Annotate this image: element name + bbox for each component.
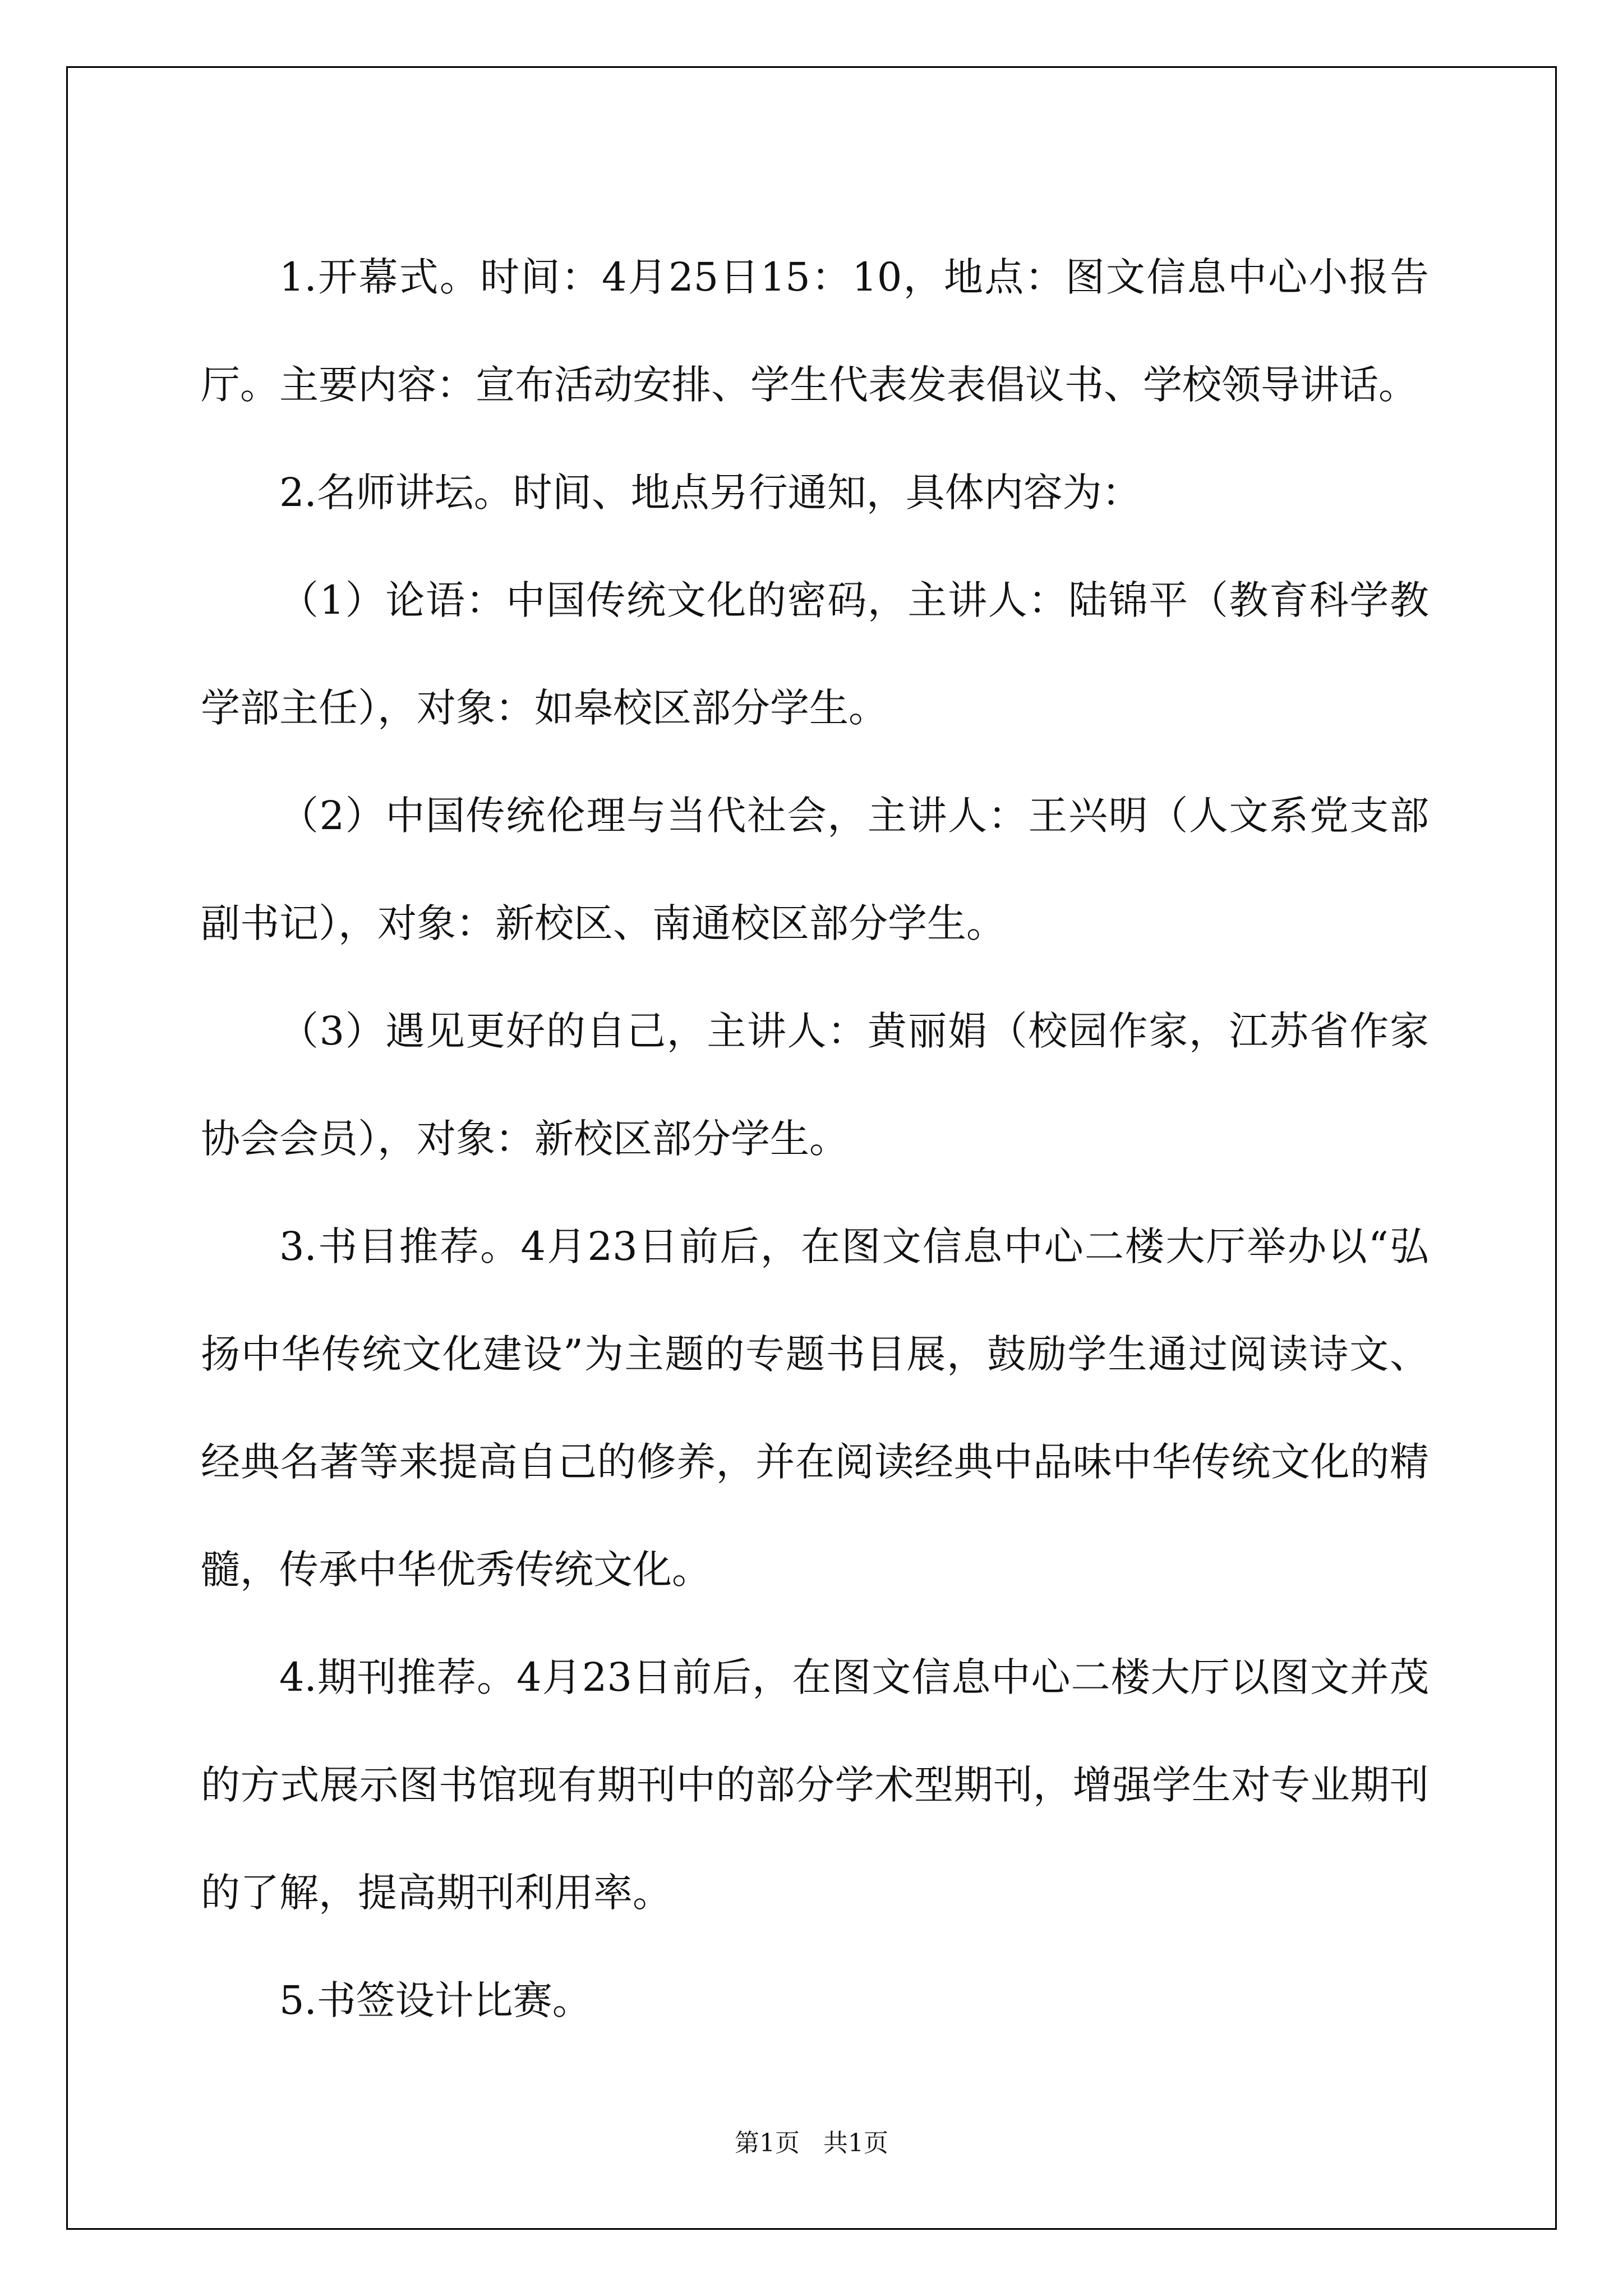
paragraph-lecture-2: （2）中国传统伦理与当代社会，主讲人：王兴明（人文系党支部副书记），对象：新校区、南通校区部分学生。 [201, 793, 1429, 946]
paragraph-lecture-forum: 2.名师讲坛。时间、地点另行通知，具体内容为： [279, 470, 1141, 516]
paragraph-lecture-1: （1）论语：中国传统文化的密码，主讲人：陆锦平（教育科学教学部主任），对象：如皋校区部分学生。 [201, 577, 1429, 731]
paragraph-opening-ceremony: 1.开幕式。时间：4月25日15：10，地点：图文信息中心小报告厅。主要内容：宣布活动安排、学生代表发表倡议书、学校领导讲话。 [201, 254, 1429, 408]
paragraph-bookmark-contest: 5.书签设计比赛。 [279, 1977, 592, 2023]
paragraph-lecture-3: （3）遇见更好的自己，主讲人：黄丽娟（校园作家，江苏省作家协会会员），对象：新校区部分学生。 [201, 1008, 1429, 1162]
paragraph-journal-recommendation: 4.期刊推荐。4月23日前后，在图文信息中心二楼大厅以图文并茂的方式展示图书馆现有期刊中的部分学术型期刊，增强学生对专业期刊的了解，提高期刊利用率。 [201, 1654, 1429, 1916]
paragraph-book-recommendation: 3.书目推荐。4月23日前后，在图文信息中心二楼大厅举办以“弘扬中华传统文化建设”为主题的专题书目展，鼓励学生通过阅读诗文、经典名著等来提高自己的修养，并在阅读经典中品味中华传统文化的精髓，传承中华优秀传统文化。 [201, 1223, 1429, 1593]
document-body [201, 223, 1429, 2054]
page-footer: 第1页 共1页 [735, 2129, 888, 2157]
